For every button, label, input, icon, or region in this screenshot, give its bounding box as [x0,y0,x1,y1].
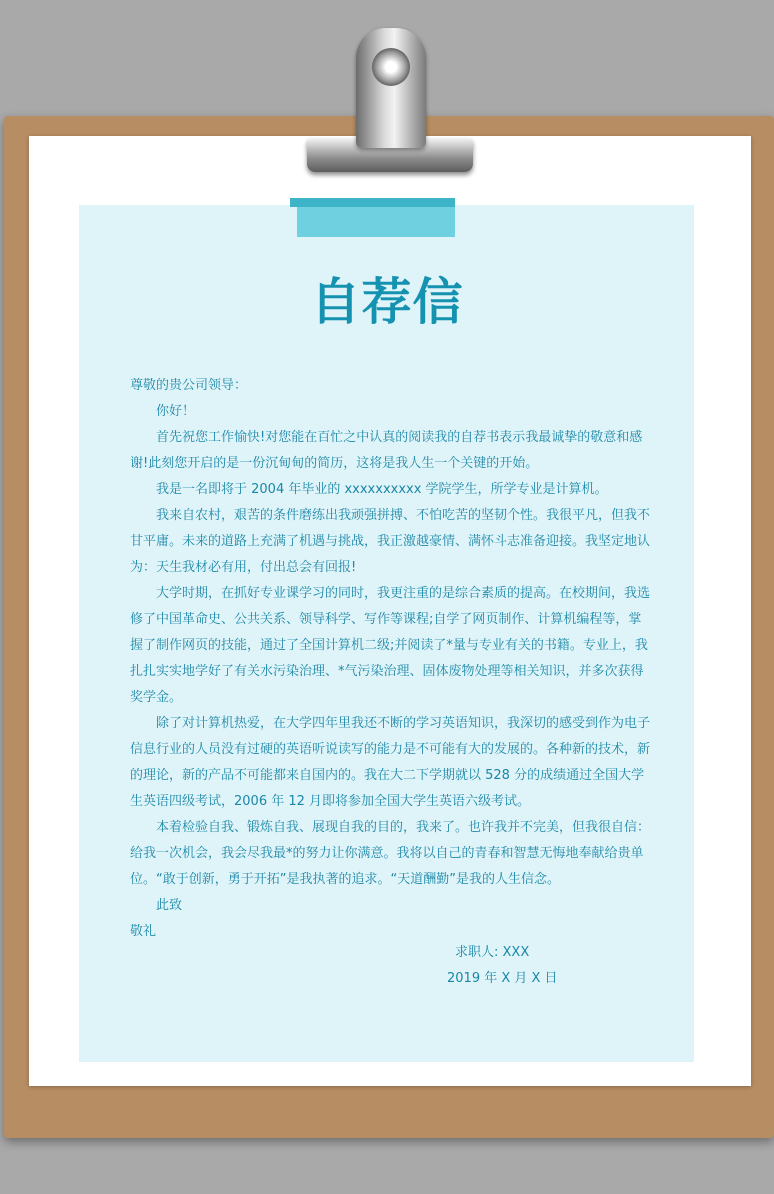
hello-line: 你好！ [156,404,196,419]
letter-title: 自荐信 [310,273,464,331]
closing-line-1: 此致 [156,898,183,913]
paragraph: 首先祝您工作愉快!对您能在百忙之中认真的阅读我的自荐书表示我最诚挚的敬意和感谢!此刻您开启的是一份沉甸甸的简历，这将是我人生一个关键的开始。 [130,430,643,471]
date: 2019 年 X 月 X 日 [447,971,558,986]
signer: 求职人: XXX [455,945,530,960]
paragraph: 除了对计算机热爱，在大学四年里我还不断的学习英语知识，我深切的感受到作为电子信息行业的人员没有过硬的英语听说读写的能力是不可能有大的发展的。各种新的技术，新的理论，新的产品不可能都来自国内的。我在大二下学期就以 528 分的成绩通过全国大学生英语四级考试，2006 年 12 月即将参加全国大学生英语六级考试。 [130,716,651,809]
greeting: 尊敬的贵公司领导： [130,378,248,393]
closing-line-2: 敬礼 [130,924,157,939]
paragraph: 我是一名即将于 2004 年毕业的 xxxxxxxxxx 学院学生，所学专业是计算机。 [156,482,608,497]
letter-body [130,373,654,945]
signature-block [447,940,587,992]
title-ribbon-fold [290,198,455,207]
binder-clip-icon [356,28,426,148]
paragraph: 本着检验自我、锻炼自我、展现自我的目的，我来了。也许我并不完美，但我很自信：给我一次机会，我会尽我最*的努力让你满意。我将以自己的青春和智慧无悔地奉献给贵单位。“敢于创新，勇于开拓”是我执著的追求。“天道酬勤”是我的人生信念。 [130,820,651,887]
paragraph: 我来自农村，艰苦的条件磨练出我顽强拼搏、不怕吃苦的坚韧个性。我很平凡，但我不甘平庸。未来的道路上充满了机遇与挑战，我正激越豪情、满怀斗志准备迎接。我坚定地认为：天生我材必有用，付出总会有回报! [130,508,651,575]
paragraph: 大学时期，在抓好专业课学习的同时，我更注重的是综合素质的提高。在校期间，我选修了中国革命史、公共关系、领导科学、写作等课程;自学了网页制作、计算机编程等，掌握了制作网页的技能，通过了全国计算机二级;并阅读了*量与专业有关的书籍。专业上，我扎扎实实地学好了有关水污染治理、*气污染治理、固体废物处理等相关知识，并多次获得奖学金。 [130,586,651,705]
binder-clip-hole [372,48,410,86]
